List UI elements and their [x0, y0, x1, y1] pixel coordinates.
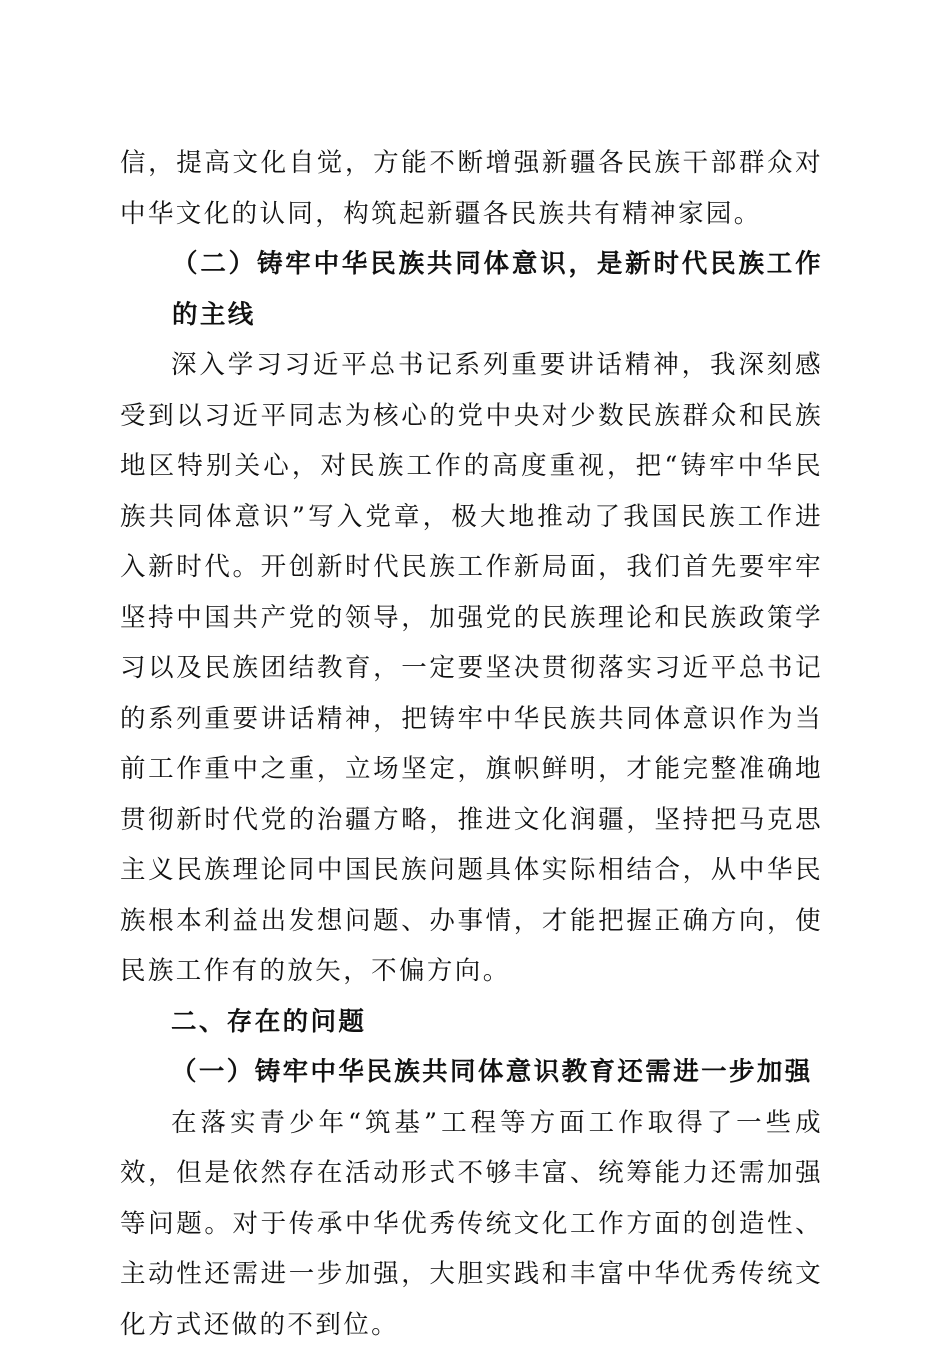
- body-paragraph: 在落实青少年“筑基”工程等方面工作取得了一些成效，但是依然存在活动形式不够丰富、统筹能力还需加强等问题。对于传承中华优秀传统文化工作方面的创造性、主动性还需进一步加强，大胆实践和丰富中华优秀传统文化方式还做的不到位。: [120, 1098, 823, 1350]
- section-heading-2: （一）铸牢中华民族共同体意识教育还需进一步加强: [120, 1047, 823, 1098]
- body-paragraph: 信，提高文化自觉，方能不断增强新疆各民族干部群众对中华文化的认同，构筑起新疆各民族共有精神家园。: [120, 138, 823, 239]
- section-heading-1: 二、存在的问题: [120, 997, 823, 1048]
- document-page: [120, 138, 823, 1350]
- body-paragraph: 深入学习习近平总书记系列重要讲话精神，我深刻感受到以习近平同志为核心的党中央对少数民族群众和民族地区特别关心，对民族工作的高度重视，把“铸牢中华民族共同体意识”写入党章，极大地推动了我国民族工作进入新时代。开创新时代民族工作新局面，我们首先要牢牢坚持中国共产党的领导，加强党的民族理论和民族政策学习以及民族团结教育，一定要坚决贯彻落实习近平总书记的系列重要讲话精神，把铸牢中华民族共同体意识作为当前工作重中之重，立场坚定，旗帜鲜明，才能完整准确地贯彻新时代党的治疆方略，推进文化润疆，坚持把马克思主义民族理论同中国民族问题具体实际相结合，从中华民族根本利益出发想问题、办事情，才能把握正确方向，使民族工作有的放矢，不偏方向。: [120, 340, 823, 997]
- section-heading-2: （二）铸牢中华民族共同体意识，是新时代民族工作的主线: [120, 239, 823, 340]
